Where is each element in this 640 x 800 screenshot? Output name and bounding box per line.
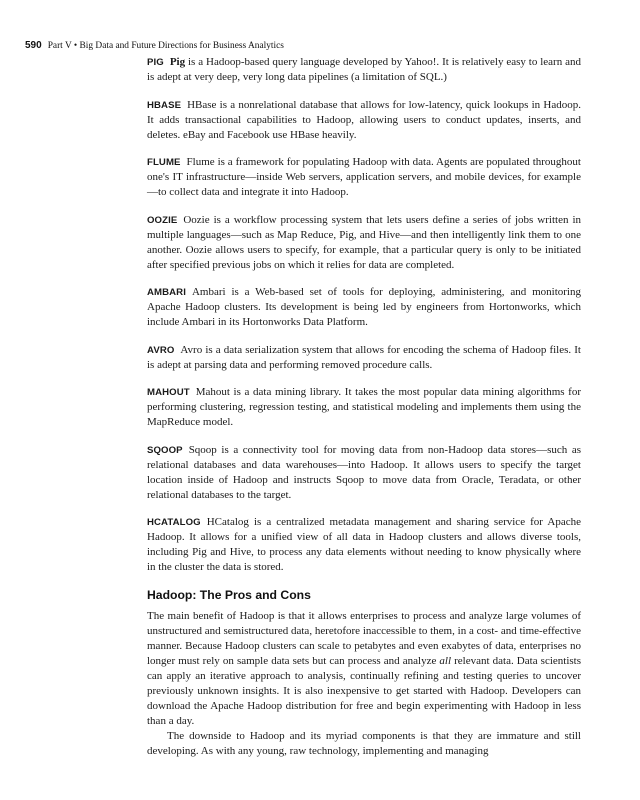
entry-term: OOZIE xyxy=(147,214,178,226)
body-paragraph xyxy=(147,609,581,729)
entry-term: HBASE xyxy=(147,99,182,111)
entry-pig xyxy=(147,55,581,85)
entry-flume xyxy=(147,155,581,200)
entry-hbase xyxy=(147,98,581,143)
entry-term: AVRO xyxy=(147,344,175,356)
entry-ambari xyxy=(147,285,581,330)
entry-term: HCATALOG xyxy=(147,517,201,528)
entry-term: MAHOUT xyxy=(147,387,190,398)
entry-text: Sqoop is a connectivity tool for moving data from non-Hadoop data stores—such as relational databases and data warehouses—into Hadoop. It allows users to specify the target location inside of Hadoop and instructs Sqoop to move data from Oracle, Teradata, or other relational databases to the target. xyxy=(147,443,581,501)
main-content xyxy=(147,55,581,759)
paragraph-text: The main benefit of Hadoop is that it allows enterprises to process and analyze large volumes of unstructured and semistructured data, heretofore inaccessible to them, in a cost- and time-effective manner. Because Hadoop clusters can scale to petabytes and even exabytes of data, enterprises no longer must rely on sample data sets but can process and analyze xyxy=(147,609,581,667)
entry-text: is a Hadoop-based query language developed by Yahoo!. It is relatively easy to learn and is adept at very deep, very long data pipelines (a limitation of SQL.) xyxy=(147,56,581,83)
entry-term: SQOOP xyxy=(147,444,183,456)
entry-text: Mahout is a data mining library. It takes the most popular data mining algorithms for performing clustering, regression testing, and statistical modeling and implements them using the MapReduce model. xyxy=(147,386,581,428)
entry-oozie xyxy=(147,213,581,273)
entry-avro xyxy=(147,343,581,373)
emphasis-text: all xyxy=(439,654,452,667)
page-number: 590 xyxy=(25,40,42,51)
running-header xyxy=(25,40,284,51)
entry-text: Avro is a data serialization system that allows for encoding the schema of Hadoop files. It is adept at parsing data and performing removed procedure calls. xyxy=(147,343,581,371)
entry-text: Ambari is a Web-based set of tools for deploying, administering, and monitoring Apache Hadoop clusters. Its development is being led by engineers from Hortonworks, which include Ambari in its Hortonworks Data Platform. xyxy=(147,286,581,328)
running-title: Part V • Big Data and Future Directions for Business Analytics xyxy=(47,41,284,51)
section-heading: Hadoop: The Pros and Cons xyxy=(147,587,311,602)
entry-text: Flume is a framework for populating Hadoop with data. Agents are populated throughout one's IT infrastructure—inside Web servers, application servers, and mobile devices, for example—to collect data and integrate it into Hadoop. xyxy=(147,156,581,198)
body-paragraph: The downside to Hadoop and its myriad components is that they are immature and still developing. As with any young, raw technology, implementing and managing xyxy=(147,729,581,757)
entry-sqoop xyxy=(147,443,581,503)
entry-lead: Pig xyxy=(169,56,186,68)
entry-text: HCatalog is a centralized metadata management and sharing service for Apache Hadoop. It allows for a unified view of all data in Hadoop clusters and allows diverse tools, including Pig and Hive, to process any data elements without needing to know physically where in the cluster the data is stored. xyxy=(147,516,581,573)
entry-term: PIG xyxy=(147,57,164,68)
entry-text: HBase is a nonrelational database that allows for low-latency, quick lookups in Hadoop. It adds transactional capabilities to Hadoop, allowing users to conduct updates, inserts, and deletes. eBay and Facebook use HBase heavily. xyxy=(147,98,581,141)
entry-mahout xyxy=(147,385,581,430)
paragraph-text: relevant data. Data scientists can apply an iterative approach to analysis, continually refining and testing queries to uncover previously unknown insights. It is also inexpensive to get started with Hadoop. Developers can download the Apache Hadoop distribution for free and begin experimenting with Hadoop in less than a day. xyxy=(147,654,581,727)
entry-hcatalog xyxy=(147,515,581,575)
entry-term: FLUME xyxy=(147,157,181,168)
entry-term: AMBARI xyxy=(147,287,186,298)
entry-text: Oozie is a workflow processing system that lets users define a series of jobs written in multiple languages—such as Map Reduce, Pig, and Hive—and then intelligently link them to one another. Oozie allows users to specify, for example, that a particular query is only to be initiated after specified previous jobs on which it relies for data are completed. xyxy=(147,213,581,271)
